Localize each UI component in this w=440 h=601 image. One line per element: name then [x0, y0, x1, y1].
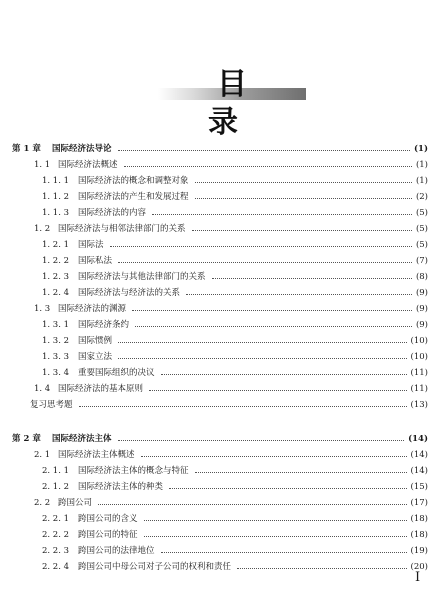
toc-dot-leader [110, 245, 412, 247]
toc-dot-leader [152, 213, 412, 215]
toc-entry-row [0, 448, 440, 462]
toc-dot-leader [79, 405, 407, 407]
toc-entry-row [0, 254, 440, 268]
toc-entry-title: 国际经济法主体的概念与特征 [78, 466, 189, 476]
toc-entry-number: 1. 4 [34, 384, 51, 394]
toc-entry-title: 国际私法 [78, 256, 113, 266]
toc-page-number: (19) [410, 546, 428, 556]
toc-entry-row [0, 318, 440, 332]
toc-entry-number: 1. 3. 1 [42, 320, 70, 330]
toc-entry-number: 1. 1. 3 [42, 208, 70, 218]
toc-entry-title: 跨国公司 [58, 498, 93, 508]
toc-entry-row [0, 544, 440, 558]
toc-dot-leader [169, 487, 407, 489]
toc-entry-title: 国际经济法与经济法的关系 [78, 288, 181, 298]
toc-entry-number: 1. 2. 2 [42, 256, 70, 266]
toc-page-number: (15) [410, 482, 428, 492]
toc-entry-title: 跨国公司的特征 [78, 530, 138, 540]
toc-page-number: (1) [414, 144, 428, 154]
toc-chapter-row [0, 432, 440, 446]
toc-entry-number: 第 1 章 [12, 144, 41, 154]
toc-dot-leader [161, 551, 407, 553]
toc-entry-title: 跨国公司中母公司对子公司的权利和责任 [78, 562, 232, 572]
toc-dot-leader [192, 229, 412, 231]
toc-page-number: (1) [415, 176, 428, 186]
toc-page-number: (13) [410, 400, 428, 410]
toc-page-number: (20) [410, 562, 428, 572]
toc-entry-title: 国际经济法导论 [52, 144, 112, 154]
toc-page-number: (14) [408, 434, 428, 444]
toc-dot-leader [118, 439, 404, 441]
toc-page-number: (11) [410, 384, 428, 394]
toc-page-number: (14) [410, 450, 428, 460]
toc-page-number: (9) [415, 304, 428, 314]
toc-entry-row [0, 334, 440, 348]
toc-page-number: (8) [415, 272, 428, 282]
toc-page-number: (5) [415, 208, 428, 218]
toc-entry-row [0, 222, 440, 236]
toc-entry-row [0, 496, 440, 510]
toc-dot-leader [118, 357, 407, 359]
toc-entry-number: 1. 2. 3 [42, 272, 70, 282]
toc-entry-row [0, 512, 440, 526]
toc-entry-title: 国际经济法与相邻法律部门的关系 [58, 224, 186, 234]
toc-entry-number: 第 2 章 [12, 434, 41, 444]
toc-page-number: (9) [415, 288, 428, 298]
toc-entry-number: 2. 2. 4 [42, 562, 70, 572]
toc-page-number: (11) [410, 368, 428, 378]
page-title: 目 录 [208, 67, 265, 140]
toc-page-number: (17) [410, 498, 428, 508]
toc-entry-number: 1. 3. 3 [42, 352, 70, 362]
toc-entry-title: 国际法 [78, 240, 104, 250]
toc-entry-title: 跨国公司的含义 [78, 514, 138, 524]
toc-dot-leader [237, 567, 407, 569]
toc-entry-title: 国际经济法的渊源 [58, 304, 127, 314]
toc-entry-number: 2. 2. 2 [42, 530, 70, 540]
toc-dot-leader [212, 277, 412, 279]
toc-entry-title: 重要国际组织的决议 [78, 368, 155, 378]
page-folio: Ⅰ [415, 570, 421, 585]
toc-dot-leader [118, 149, 410, 151]
toc-page-number: (18) [410, 530, 428, 540]
toc-dot-leader [124, 165, 412, 167]
toc-entry-number: 1. 2 [34, 224, 51, 234]
toc-dot-leader [195, 471, 407, 473]
toc-entry-number: 1. 2. 1 [42, 240, 70, 250]
toc-entry-title: 国际经济法的基本原则 [58, 384, 144, 394]
toc-dot-leader [195, 181, 412, 183]
toc-entry-title: 国际经济法主体概述 [58, 450, 135, 460]
toc-dot-leader [135, 325, 412, 327]
toc-dot-leader [118, 261, 412, 263]
toc-entry-number: 2. 2 [34, 498, 51, 508]
toc-chapter-row [0, 142, 440, 156]
toc-entry-row [0, 270, 440, 284]
toc-entry-title: 国际经济法主体 [52, 434, 112, 444]
toc-entry-title: 国际经济条约 [78, 320, 130, 330]
toc-dot-leader [144, 519, 407, 521]
toc-entry-number: 1. 2. 4 [42, 288, 70, 298]
toc-page-number: (5) [415, 224, 428, 234]
toc-entry-number: 2. 1. 1 [42, 466, 70, 476]
toc-entry-row [0, 464, 440, 478]
toc-entry-title: 国际惯例 [78, 336, 113, 346]
toc-entry-number: 2. 1 [34, 450, 51, 460]
toc-entry-number: 1. 1. 2 [42, 192, 70, 202]
toc-entry-number: 2. 1. 2 [42, 482, 70, 492]
toc-page-number: (10) [410, 336, 428, 346]
toc-title-block [158, 66, 306, 140]
toc-entry-row [0, 286, 440, 300]
toc-entry-row [0, 560, 440, 574]
toc-entry-row [0, 238, 440, 252]
toc-entry-title: 跨国公司的法律地位 [78, 546, 155, 556]
toc-page-number: (9) [415, 320, 428, 330]
toc-entry-number: 1. 3. 2 [42, 336, 70, 346]
toc-dot-leader [161, 373, 407, 375]
toc-entry-row [0, 206, 440, 220]
toc-entry-title: 国际经济法的概念和调整对象 [78, 176, 189, 186]
toc-entry-row [0, 158, 440, 172]
toc-entry-number: 1. 1 [34, 160, 51, 170]
toc-dot-leader [186, 293, 412, 295]
toc-dot-leader [144, 535, 407, 537]
toc-dot-leader [195, 197, 412, 199]
toc-entry-row [0, 302, 440, 316]
toc-dot-leader [141, 455, 407, 457]
toc-entry-row [0, 382, 440, 396]
toc-entry-number: 2. 2. 3 [42, 546, 70, 556]
toc-entry-number: 2. 2. 1 [42, 514, 70, 524]
toc-dot-leader [118, 341, 407, 343]
toc-page-number: (5) [415, 240, 428, 250]
toc-entry-title: 国际经济法的产生和发展过程 [78, 192, 189, 202]
toc-entry-title: 国际经济法主体的种类 [78, 482, 164, 492]
toc-entry-row [0, 366, 440, 380]
toc-entry-row [0, 174, 440, 188]
toc-dot-leader [149, 389, 407, 391]
toc-page-number: (18) [410, 514, 428, 524]
toc-entry-title: 国际经济法概述 [58, 160, 118, 170]
toc-entry-row [0, 190, 440, 204]
toc-entry-title: 国际经济法与其他法律部门的关系 [78, 272, 206, 282]
toc-entry-row [0, 528, 440, 542]
toc-page-number: (7) [415, 256, 428, 266]
toc-entry-title: 国际经济法的内容 [78, 208, 147, 218]
toc-entry-row [0, 398, 440, 412]
toc-page-number: (1) [415, 160, 428, 170]
toc-entry-number: 1. 1. 1 [42, 176, 70, 186]
toc-dot-leader [132, 309, 412, 311]
toc-entry-number: 1. 3 [34, 304, 51, 314]
toc-entry-title: 复习思考题 [30, 400, 73, 410]
toc-page-number: (10) [410, 352, 428, 362]
toc-page-number: (14) [410, 466, 428, 476]
toc-dot-leader [98, 503, 407, 505]
toc-entry-title: 国家立法 [78, 352, 113, 362]
toc-entry-row [0, 480, 440, 494]
toc-entry-number: 1. 3. 4 [42, 368, 70, 378]
toc-page-number: (2) [415, 192, 428, 202]
toc-entry-row [0, 350, 440, 364]
